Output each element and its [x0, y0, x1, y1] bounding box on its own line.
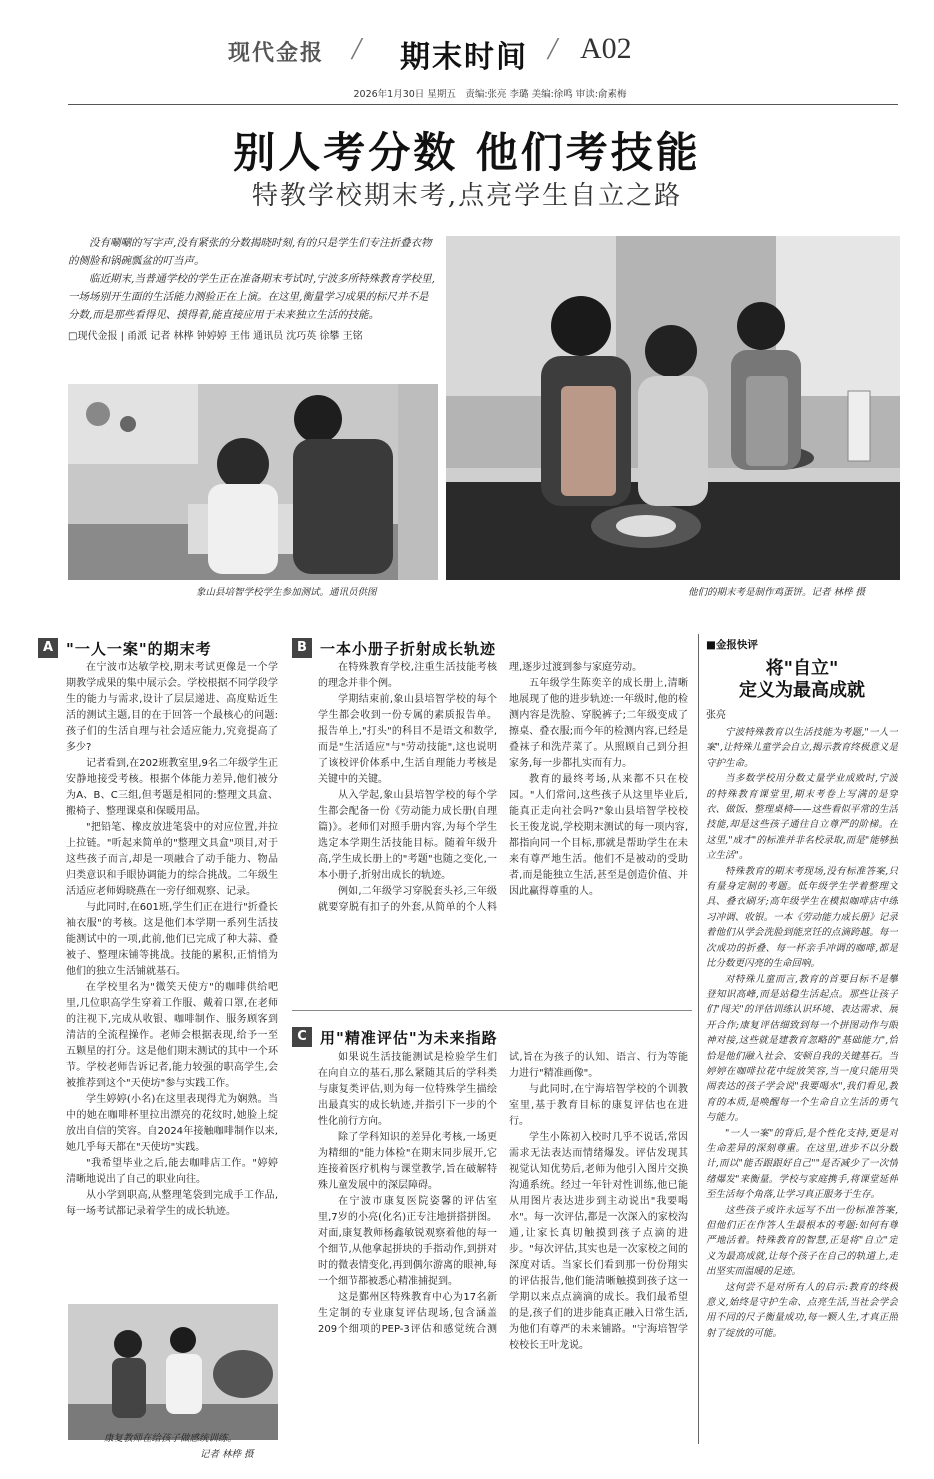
article-paragraph: 在宁波市达敏学校,期末考试更像是一个学期教学成果的集中展示会。学校根据不同学段学生的能力与需求,设计了层层递进、高度贴近生活的测试主题,目的在于回答一个最核心的问题:孩子们的生活自理与社会适应能力,究竟提高了多少? [66, 662, 278, 753]
section-c-body [318, 1050, 688, 1436]
article-paragraph: 学生婷婷(小名)在这里表现得尤为娴熟。当中的她在咖啡杯里拉出漂亮的花纹时,她脸上绽放出自信的笑容。自2024年接触咖啡制作以来,她几乎每天都在"天使坊"实践。 [66, 1094, 278, 1153]
article-paragraph: 除了学科知识的差异化考核,一场更为精细的"能力体检"在期末同步展开,它连接着医疗机构与课堂教学,旨在破解特殊儿童发展中的深层障碍。 [318, 1132, 497, 1191]
article-paragraph: 学生小陈初入校时几乎不说话,常因需求无法表达而情绪爆发。评估发现其视觉认知优势后,老师为他引入图片交换沟通系统。经过一年针对性训练,他已能从用图片表达进步到主动说出"我要喝水"。每一次评估,都是一次深入的家校沟通,让家长真切触摸到孩子点滴的进步。"每次评估,其实也是一次家校之间的深度对话。当家长们看到那一份份翔实的评估报告,他们能清晰触摸到孩子这一学期以来点点滴滴的成长。我们最希望的是,孩子们的进步能真正融入日常生活,为他们有尊严的未来铺路。"宁海培智学校校长王叶龙说。 [509, 1132, 688, 1351]
section-b-body [318, 660, 688, 990]
article-paragraph: 例如,二年级学习穿脱套头衫,三年级就要穿脱有扣子的外套,从简单的个人料理,逐步过渡到参与家庭劳动。 [318, 662, 643, 913]
masthead [0, 0, 934, 86]
page-number: A02 [580, 32, 632, 65]
commentary-paragraph: "一人一案"的背后,是个性化支持,更是对生命差异的深刻尊重。在这里,进步不以分数计,而以"能否跟跟好自己""是否减少了一次情绪爆发"来衡量。学校与家庭携手,将课堂延伸至生活每个角落,让学习真正服务于生存。 [706, 1127, 898, 1201]
section-a-header [38, 637, 278, 659]
article-paragraph: 与此同时,在601班,学生们正在进行"折叠长袖衣服"的考核。这是他们本学期一系列生活技能测试中的一项,此前,他们已完成了种大蒜、叠被子、整理床铺等挑战。技能的累积,正悄悄为他们的独立生活铺就基石。 [66, 902, 278, 977]
commentary-paragraph: 当多数学校用分数丈量学业成败时,宁波的特殊教育课堂里,期末考卷上写满的是穿衣、做饭、整理桌椅——这些看似平常的生活技能,却是这些孩子通往自立尊严的阶梯。在这里,"成才"的标准并非名校录取,而是"能够独立生活"。 [706, 773, 898, 862]
lead-text: 临近期末,当普通学校的学生正在准备期末考试时,宁波多所特殊教育学校里,一场场别开生面的生活能力测验正在上演。在这里,衡量学习成果的标尺并不是分数,而是那些看得见、摸得着,能直接应用于未来独立生活的技能。 [68, 273, 436, 321]
photo-testing-illustration [68, 384, 438, 580]
section-b-title: 一本小册子折射成长轨迹 [320, 639, 497, 658]
masthead-slash: / [548, 30, 557, 66]
article-paragraph: 与此同时,在宁海培智学校的个训教室里,基于教育目标的康复评估也在进行。 [509, 1084, 688, 1127]
article-paragraph: 从小学到职高,从整理笔袋到完成手工作品,每一场考试都记录着学生的成长轨迹。 [66, 1190, 278, 1217]
article-paragraph: 教育的最终考场,从来都不只在校园。"人们常问,这些孩子从这里毕业后,能真正走向社会吗?"象山县培智学校校长王俊龙说,学校期末测试的每一项内容,都指向同一个目标,那就是帮助学生在未来有尊严地生活。他们不是被动的受助者,而是能独立生活,甚至是创造价值、并因此赢得尊重的人。 [509, 774, 688, 897]
article-paragraph: 在宁波市康复医院姿馨的评估室里,7岁的小亮(化名)正专注地拼搭拼图。对面,康复教师杨鑫敏锐观察着他的每一个细节,从他拿起拼块的手指动作,到拼对时的微表情变化,再到偶尔游离的眼神,每一个细节都被悉心精准捕捉到。 [318, 1196, 497, 1287]
article-paragraph: "我希望毕业之后,能去咖啡店工作。"婷婷清晰地说出了自己的职业向往。 [66, 1158, 278, 1185]
photo-credit-therapy: 记者 林桦 摄 [200, 1449, 254, 1460]
commentary-paragraph: 宁波特殊教育以生活技能为考题,"一人一案",让特殊儿童学会自立,揭示教育终极意义是守护生命。 [706, 727, 898, 769]
section-c-header [292, 1026, 692, 1048]
photo-therapy-illustration [68, 1304, 278, 1440]
commentary-tag: ■金报快评 [706, 639, 758, 651]
section-c [292, 1026, 692, 1048]
headline: 别人考分数 他们考技能 [233, 128, 701, 177]
section-a [38, 637, 278, 659]
section-name: 期末时间 [400, 40, 528, 75]
lead-text: 没有唰唰的写字声,没有紧张的分数揭晓时刻,有的只是学生们专注折叠衣物的侧脸和锅碗瓢盆的叮当声。 [68, 237, 432, 267]
commentary-title [706, 658, 898, 702]
article-paragraph: 如果说生活技能测试是检验学生们在向自立的基石,那么紧随其后的学科类与康复类评估,则为每一位特殊学生描绘出最真实的成长轨迹,并指引下一步的个性化前行方向。 [318, 1052, 497, 1127]
article-paragraph: 从入学起,象山县培智学校的每个学生都会配备一份《劳动能力成长册(自理篇)》。老师们对照手册内容,为每个学生选定本学期生活技能目标。随着年级升高,学生成长册上的"考题"也随之变化,一本小册子,折射出成长的轨迹。 [318, 790, 497, 881]
byline: □现代金报 | 甬派 记者 林桦 钟婷婷 王伟 通讯员 沈巧英 徐攀 王铭 [68, 331, 363, 342]
section-a-body [66, 660, 278, 1310]
photo-cooking [446, 236, 900, 580]
subheadline: 特教学校期末考,点亮学生自立之路 [251, 181, 683, 211]
photo-testing [68, 384, 438, 580]
article-paragraph: 五年级学生陈奕辛的成长册上,清晰地展现了他的进步轨迹:一年级时,他的检测内容是洗脸、穿脱裤子;二年级变成了擦桌、叠衣服;而今年的检测内容,已经是叠袜子和洗芹菜了。从照顾自己到分担家务,每一步都扎实而有力。 [509, 678, 688, 769]
section-c-title: 用"精准评估"为未来指路 [320, 1028, 498, 1047]
editor-credits: 2026年1月30日 星期五 责编:张亮 李璐 美编:徐鸣 审读:俞素梅 [353, 89, 627, 100]
commentary-paragraph: 特殊教育的期末考现场,没有标准答案,只有量身定制的考题。低年级学生学着整理文具、叠衣刷牙;高年级学生在模拟咖啡店中练习冲调、收银。一本《劳动能力成长册》记录着他们从学会洗脸到能烹饪的点滴跨越。每一次成功的折叠、每一杯亲手冲调的咖啡,都是比分数更闪亮的生命回响。 [706, 865, 898, 970]
column-divider [698, 634, 699, 1444]
commentary-paragraph: 这些孩子或许永远写不出一份标准答案,但他们正在作答人生最根本的考题:如何有尊严地活着。特殊教育的智慧,正是将"自立"定义为最高成就,让每个孩子在自己的轨道上,走出坚实而温暖的足迹。 [706, 1204, 898, 1278]
section-divider [292, 1010, 692, 1011]
article-paragraph: 在学校里名为"微笑天使方"的咖啡供给吧里,几位职高学生穿着工作服、戴着口罩,在老师的注视下,完成从收银、咖啡制作、服务顾客到清洁的全流程操作。老师会根据表现,给予一至五颗星的打分。这是他们期末测试的其中一个环节。学校老师告诉记者,能力较强的职高学生,会被推荐到这个"天使坊"参与实践工作。 [66, 982, 278, 1089]
section-c-badge: C [292, 1027, 312, 1047]
section-b-header [292, 637, 692, 659]
commentary-paragraph: 对特殊儿童而言,教育的首要目标不是攀登知识高峰,而是站稳生活起点。那些让孩子们"闯关"的评估训练认识环境、表达需求、展开合作;康复评估细致到每一个拼图动作与眼神对接,这些就是建教育忽略的"基础能力",恰恰是他们融入社会、安顿自我的关键基石。当婷婷在咖啡拉花中绽放笑容,当一度只能用哭闹表达的孩子学会说"我要喝水",我们看见,教育的本质,是唤醒每一个生命自立生活的勇气与能力。 [706, 973, 898, 1124]
photo-caption-testing: 象山县培智学校学生参加测试。通讯员供图 [196, 587, 377, 598]
commentary-body [706, 725, 898, 1425]
photo-caption-therapy: 康复教师在给孩子做感统训练。 [104, 1433, 238, 1444]
commentary-box [706, 637, 898, 1425]
section-a-title: "一人一案"的期末考 [66, 639, 212, 658]
commentary-paragraph: 这何尝不是对所有人的启示:教育的终极意义,始终是守护生命、点亮生活,当社会学会用不同的尺子衡量成功,每一颗人生,才真正照射了绽放的可能。 [706, 1281, 898, 1339]
section-b-badge: B [292, 638, 312, 658]
article-paragraph: 学期结束前,象山县培智学校的每个学生都会收到一份专属的素质报告单。报告单上,"打头"的科目不是语文和数学,而是"生活适应"与"劳动技能",这也说明了该校评价体系中,生活自理能力考核是关键中的关键。 [318, 694, 497, 785]
article-paragraph: 记者看到,在202班教室里,9名二年级学生正安静地接受考核。根据个体能力差异,他们被分为A、B、C三组,但考题是相同的:整理文具盒、搬椅子、整理课桌和保暖用品。 [66, 758, 278, 817]
masthead-rule [68, 104, 898, 105]
photo-caption-cooking: 他们的期末考是制作鸡蛋饼。记者 林桦 摄 [688, 587, 866, 598]
commentary-author: 张亮 [706, 710, 726, 721]
section-a-badge: A [38, 638, 58, 658]
lead-paragraph [68, 234, 436, 346]
photo-therapy [68, 1304, 278, 1440]
article-paragraph: 在特殊教育学校,注重生活技能考核的理念并非个例。 [318, 662, 497, 689]
commentary-title-line: 定义为最高成就 [739, 680, 865, 701]
commentary-title-line: 将"自立" [765, 658, 839, 679]
paper-name: 现代金报 [228, 40, 325, 66]
photo-cooking-illustration [446, 236, 900, 580]
article-paragraph: "把铅笔、橡皮放进笔袋中的对应位置,并拉上拉链。"听起来简单的"整理文具盒"项目,对于这些孩子而言,却是一项融合了动手能力、物品归类意识和手眼协调能力的综合挑战。二年级生活适应老师姆晓燕在一旁仔细观察、记录。 [66, 822, 278, 897]
section-b [292, 637, 692, 659]
masthead-slash: / [352, 30, 361, 66]
article-paragraph: 这是鄞州区特殊教育中心为17名新生定制的专业康复评估现场,包含涵盖209个细项的PEP-3评估和感觉统合测试,旨在为孩子的认知、语言、行为等能力进行"精准画像"。 [318, 1052, 688, 1335]
